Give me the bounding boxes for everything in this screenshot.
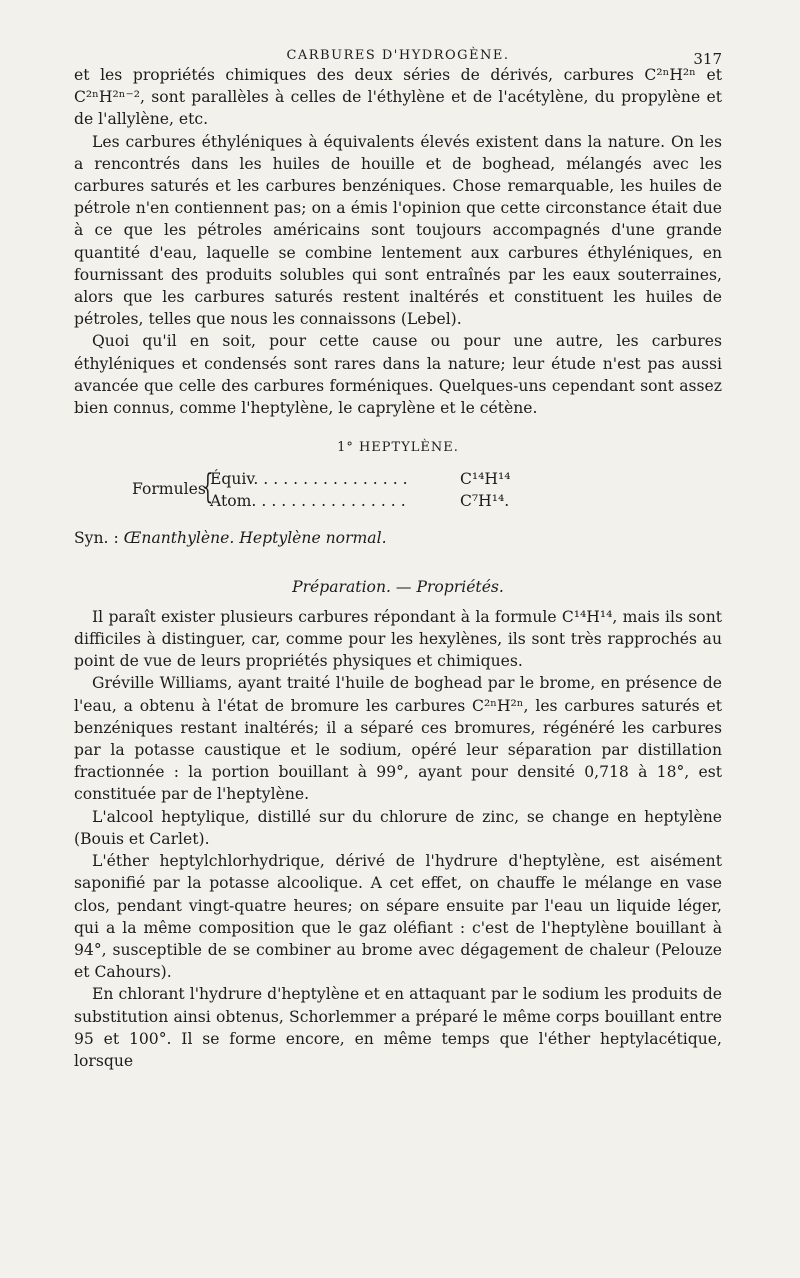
- page-body: [74, 64, 722, 1072]
- paragraph-5: Gréville Williams, ayant traité l'huile de boghead par le brome, en présence de l'eau, a obtenu à l'état de bromure les carbures C²ⁿH²ⁿ, les carbures saturés et benzéniques restant inaltérés; il a séparé ces bromures, régénéré les carbures par la potasse caustique et le sodium, opéré leur séparation par distillation fractionnée : la portion bouillant à 99°, ayant pour densité 0,718 à 18°, est constituée par de l'heptylène.: [74, 674, 722, 804]
- atom-label: Atom.: [210, 492, 257, 511]
- paragraph-3: Quoi qu'il en soit, pour cette cause ou pour une autre, les carbures éthyléniques et condensés sont rares dans la nature; leur étude n'est pas aussi avancée que celle des carbures forméniques. Quelques-uns cependant sont assez bien connus, comme l'heptylène, le caprylène et le cétène.: [74, 332, 722, 418]
- formula-block: [74, 465, 722, 517]
- formula-row-equiv: [210, 468, 413, 490]
- equiv-label: Équiv.: [210, 470, 259, 489]
- paragraph-8: En chlorant l'hydrure d'heptylène et en attaquant par le sodium les produits de substitution ainsi obtenus, Schorlemmer a préparé le même corps bouillant entre 95 et 100°. Il se forme encore, en même temps que l'éther heptylacétique, lorsque: [74, 985, 722, 1070]
- equiv-value: C¹⁴H¹⁴: [460, 470, 511, 489]
- formula-row-atom: [210, 490, 411, 512]
- synonyms-value: Œnanthylène. Heptylène normal.: [123, 529, 387, 548]
- paragraph-4: Il paraît exister plusieurs carbures répondant à la formule C¹⁴H¹⁴, mais ils sont difficiles à distinguer, car, comme pour les hexylènes, ils sont très rapprochés au point de vue de leurs propriétés physiques et chimiques.: [74, 607, 722, 671]
- running-title: CARBURES D'HYDROGÈNE.: [286, 48, 510, 63]
- brace-icon: {: [202, 467, 214, 508]
- page-number: 317: [693, 50, 722, 68]
- paragraph-1: et les propriétés chimiques des deux séries de dérivés, carbures C²ⁿH²ⁿ et C²ⁿH²ⁿ⁻², sont parallèles à celles de l'éthylène et de l'acétylène, du propylène et de l'allylène, etc.: [74, 66, 722, 129]
- synonyms-label: Syn. :: [74, 529, 119, 548]
- formulas-label: Formules: [132, 480, 206, 499]
- preparation-title: Préparation. — Propriétés.: [292, 577, 504, 596]
- paragraph-2: Les carbures éthyléniques à équivalents élevés existent dans la nature. On les a rencontrés dans les huiles de houille et de boghead, mélangés avec les carbures saturés et les carbures benzéniques. Chose remarquable, les huiles de pétrole n'en contiennent pas; on a émis l'opinion que cette circonstance était due à ce que les pétroles américains sont toujours accompagnés d'une grande quantité d'eau, laquelle se combine lentement aux carbures éthyléniques, en fournissant des produits solubles qui sont entraînés par les eaux souterraines, alors que les carbures saturés restent inaltérés et constituent les huiles de pétroles, telles que nous les connaissons (Lebel).: [74, 132, 722, 329]
- paragraph-6: L'alcool heptylique, distillé sur du chlorure de zinc, se change en heptylène (Bouis et Carlet).: [74, 807, 722, 848]
- section-title: 1° HEPTYLÈNE.: [337, 440, 459, 456]
- atom-value: C⁷H¹⁴.: [460, 492, 510, 511]
- paragraph-7: L'éther heptylchlorhydrique, dérivé de l'hydrure d'heptylène, est aisément saponifié par la potasse alcoolique. A cet effet, on chauffe le mélange en vase clos, pendant vingt-quatre heures; on sépare ensuite par l'eau un liquide léger, qui a la même composition que le gaz oléfiant : c'est de l'heptylène bouillant à 94°, susceptible de se combiner au brome avec dégagement de chaleur (Pelouze et Cahours).: [74, 852, 722, 982]
- synonyms-line: [74, 527, 722, 549]
- leader-dots: ...............: [261, 492, 411, 511]
- leader-dots: ...............: [263, 470, 413, 489]
